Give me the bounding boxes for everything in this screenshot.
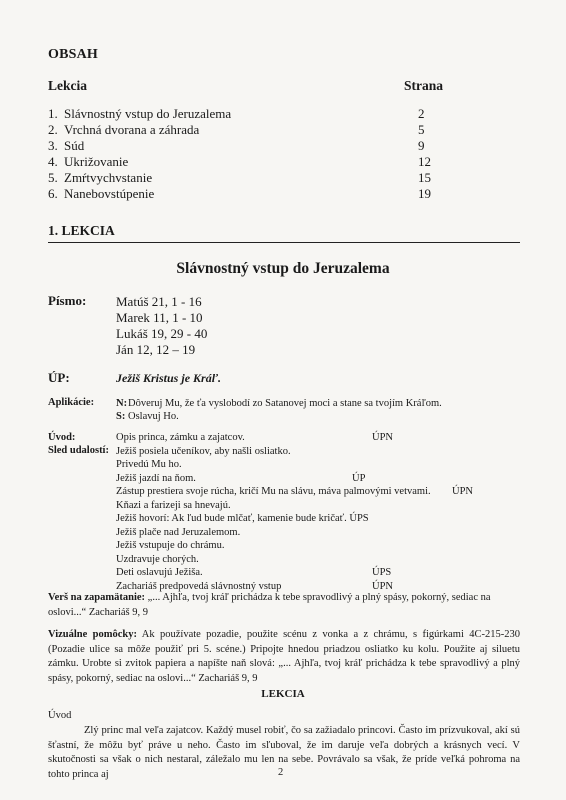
sequence-item-mark: ÚPN <box>372 580 394 592</box>
scripture-reference: Lukáš 19, 29 - 40 <box>116 326 208 341</box>
sequence-item: Kňazi a farizeji sa hnevajú. <box>116 499 231 511</box>
toc-item-page: 2 <box>418 106 425 121</box>
scripture-label: Písmo: <box>48 293 87 308</box>
toc-item <box>48 186 498 202</box>
toc-item-title: Súd <box>64 138 85 153</box>
toc-item-number: 3. <box>48 138 58 153</box>
sequence-item: Zástup prestiera svoje rúcha, kričí Mu na slávu, máva palmovými vetvami. <box>116 486 431 497</box>
sequence-item: Ježiš hovorí: Ak ľud bude mlčať, kamenie bude kričať. ÚPS <box>116 513 369 524</box>
toc-item-title: Ukrižovanie <box>64 154 129 169</box>
toc-column-lesson: Lekcia <box>48 78 87 93</box>
heading-rule <box>48 242 520 243</box>
toc-item-page: 19 <box>418 186 431 201</box>
toc-column-page: Strana <box>404 78 444 93</box>
sequence-item: Ježiš posiela učeníkov, aby našli osliatko. <box>116 445 291 457</box>
body-text: Zlý princ mal veľa zajatcov. Každý musel robiť, čo sa zažiadalo princovi. Často im prízvukoval, akí sú šťastní, že môžu byť práve u neho. Často im sľuboval, že im daruje veľa dobrých a krásnych vecí. V skutočnosti sa však o nich nestaral, záležalo mu len na sebe. Povrávalo sa však, že príde veľká pohroma na tohto princa aj <box>48 725 520 780</box>
toc-item-page: 5 <box>418 122 425 137</box>
sequence-item: Ježiš vstupuje do chrámu. <box>116 540 225 551</box>
toc-item <box>48 106 498 122</box>
toc-item-page: 15 <box>418 170 431 185</box>
section-title: LEKCIA <box>261 688 305 700</box>
sequence-item: Uzdravuje chorých. <box>116 553 199 565</box>
toc-item <box>48 154 498 170</box>
toc-item-title: Slávnostný vstup do Jeruzalema <box>64 106 232 121</box>
sequence-item: Opis princa, zámku a zajatcov. <box>116 432 245 443</box>
verse-label: Verš na zapamätanie: <box>48 592 146 603</box>
toc-item-number: 2. <box>48 122 58 137</box>
toc-item-page: 12 <box>418 154 431 169</box>
toc-item-title: Vrchná dvorana a záhrada <box>64 122 200 137</box>
toc-item-number: 6. <box>48 186 58 201</box>
scripture-reference: Matúš 21, 1 - 16 <box>116 294 202 309</box>
application-label: Aplikácie: <box>48 397 95 408</box>
toc-item-title: Zmŕtvychvstanie <box>64 170 153 185</box>
sequence-label: Sled udalostí: <box>48 445 109 456</box>
sequence-item: Zachariáš predpovedá slávnostný vstup <box>116 580 282 592</box>
sequence-item: Ježiš jazdí na ňom. <box>116 472 196 484</box>
application-n-tag: N: <box>116 398 128 409</box>
scripture-reference: Marek 11, 1 - 10 <box>116 310 203 325</box>
application-n-text: Dôveruj Mu, že ťa vyslobodí zo Satanovej moci a stane sa tvojím Kráľom. <box>128 398 442 409</box>
toc-item-number: 5. <box>48 170 58 185</box>
toc-item-number: 1. <box>48 106 58 121</box>
sequence-item-mark: ÚP <box>352 472 366 484</box>
toc-item-number: 4. <box>48 154 58 169</box>
toc-item-page: 9 <box>418 138 425 153</box>
page-number: 2 <box>278 767 284 778</box>
visual-label: Vizuálne pomôcky: <box>48 629 137 640</box>
uvod-heading: Úvod <box>48 710 72 721</box>
memory-verse <box>48 591 520 620</box>
visual-text: Ak používate pozadie, použite scénu z vonka a z chrámu, s figúrkami 4C-215-230 (Pozadie ulice sa môže použiť pri 5. scéne.) Pripojte hnedou priadzou osliatko ku kolu. Použite aj siluetu zámku. Urobte si zvitok papiera a napíšte naň slová: „... Ajhľa, tvoj kráľ prichádza k tebe spravodlivý a plný spásy, pokorný, sediac na oslovi...“ Zachariáš 9, 9 <box>48 629 520 684</box>
toc-title: OBSAH <box>48 47 99 62</box>
application-s-tag: S: <box>116 411 126 422</box>
lesson-title: Slávnostný vstup do Jeruzalema <box>176 260 390 277</box>
visual-aids <box>48 628 520 686</box>
up-label: ÚP: <box>48 370 70 385</box>
verse-text: „... Ajhľa, tvoj kráľ prichádza k tebe spravodlivý a plný spásy, pokorný, sediac na oslovi...“ Zachariáš 9, 9 <box>48 592 491 618</box>
sequence-item-mark: ÚPN <box>452 486 474 497</box>
application-s-text: Oslavuj Ho. <box>128 411 179 422</box>
toc-item <box>48 170 498 186</box>
sequence-item-mark: ÚPS <box>372 567 392 578</box>
sequence-item-mark: ÚPN <box>372 432 394 443</box>
toc-item <box>48 138 498 154</box>
sequence-item: Privedú Mu ho. <box>116 459 182 470</box>
lesson-heading: 1. LEKCIA <box>48 223 115 238</box>
intro-label: Úvod: <box>48 432 76 443</box>
sequence-item: Deti oslavujú Ježiša. <box>116 567 203 578</box>
sequence-item: Ježiš plače nad Jeruzalemom. <box>116 526 241 538</box>
toc-item <box>48 122 498 138</box>
up-text: Ježiš Kristus je Kráľ. <box>116 371 221 385</box>
toc-item-title: Nanebovstúpenie <box>64 186 155 201</box>
scripture-reference: Ján 12, 12 – 19 <box>116 342 196 357</box>
